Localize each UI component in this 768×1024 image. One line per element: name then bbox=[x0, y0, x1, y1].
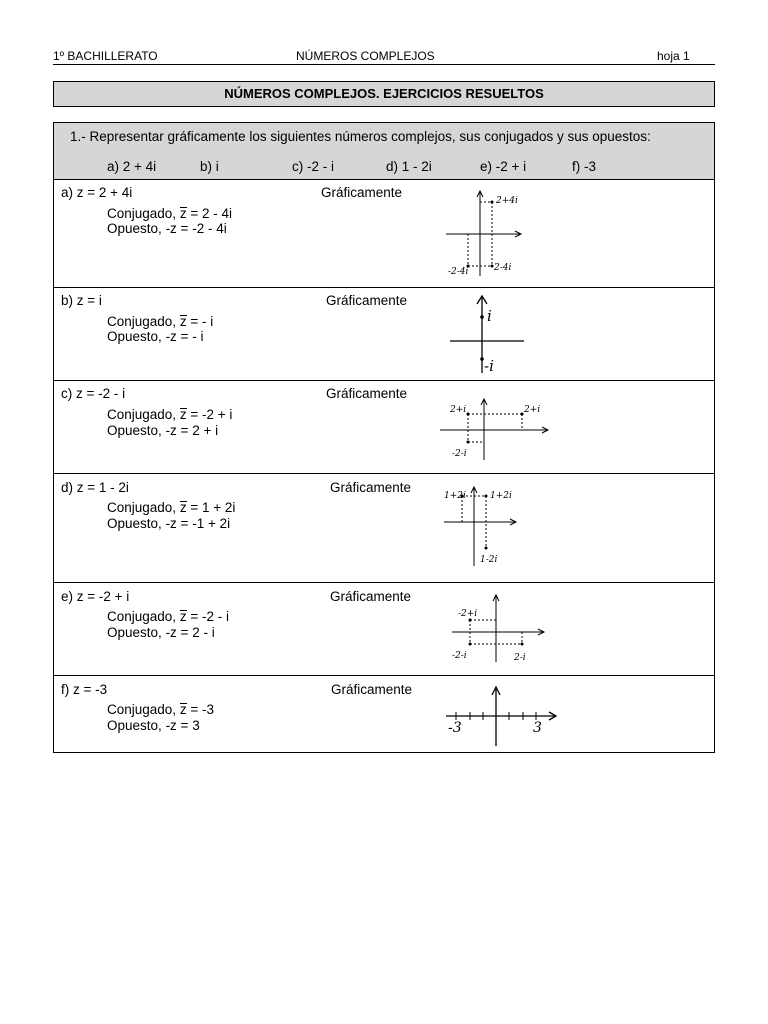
graph-label: 2+i bbox=[524, 405, 541, 415]
conjugate-symbol: z bbox=[179, 500, 187, 515]
graph-label: -2-i bbox=[452, 651, 467, 661]
header-right: hoja 1 bbox=[657, 49, 690, 63]
question-item: c) -2 - i bbox=[292, 159, 334, 174]
graph-label: -2-i bbox=[452, 449, 467, 459]
row-c-conjugate: Conjugado, z = -2 + i bbox=[107, 407, 233, 422]
row-a-z: a) z = 2 + 4i bbox=[61, 185, 133, 200]
row-divider bbox=[54, 582, 714, 583]
graph-label: 3 bbox=[533, 720, 542, 736]
row-c-graph bbox=[438, 398, 554, 464]
header-center: NÚMEROS COMPLEJOS bbox=[296, 49, 435, 63]
header-rule bbox=[53, 64, 715, 65]
conjugate-symbol: z bbox=[179, 206, 187, 221]
row-a-opposite: Opuesto, -z = -2 - 4i bbox=[107, 221, 227, 236]
row-d-conjugate: Conjugado, z = 1 + 2i bbox=[107, 500, 236, 515]
header-left: 1º BACHILLERATO bbox=[53, 49, 158, 63]
row-e-graph bbox=[448, 594, 548, 666]
row-divider bbox=[54, 380, 714, 381]
row-f-graph-label: Gráficamente bbox=[331, 682, 413, 697]
row-b-conjugate: Conjugado, z = - i bbox=[107, 314, 214, 329]
conjugate-symbol: z bbox=[179, 407, 187, 422]
row-b-z: b) z = i bbox=[61, 293, 102, 308]
row-f-graph bbox=[444, 684, 560, 748]
row-divider bbox=[54, 287, 714, 288]
graph-label: 2-4i bbox=[494, 263, 512, 273]
question-item: a) 2 + 4i bbox=[107, 159, 157, 174]
question-statement: 1.- Representar gráficamente los siguientes números complejos, sus conjugados y sus opuestos: bbox=[70, 129, 651, 144]
conjugate-symbol: z bbox=[179, 314, 187, 329]
graph-label: 2-i bbox=[514, 653, 526, 663]
question-item: e) -2 + i bbox=[480, 159, 527, 174]
conjugate-symbol: z bbox=[179, 609, 187, 624]
graph-label: -2-4i bbox=[448, 267, 469, 277]
graph-label: 2+i bbox=[450, 405, 467, 415]
graph-label: -i bbox=[484, 357, 494, 375]
row-a-conjugate: Conjugado, z = 2 - 4i bbox=[107, 206, 232, 221]
row-d-graph bbox=[440, 484, 522, 570]
row-d-graph-label: Gráficamente bbox=[330, 480, 412, 495]
question-item: f) -3 bbox=[572, 159, 597, 174]
row-d-z: d) z = 1 - 2i bbox=[61, 480, 129, 495]
graph-label: -2+i bbox=[458, 609, 478, 619]
row-a-graph-label: Gráficamente bbox=[321, 185, 403, 200]
row-e-graph-label: Gráficamente bbox=[330, 589, 412, 604]
conjugate-symbol: z bbox=[179, 702, 187, 717]
graph-label: -3 bbox=[448, 720, 462, 736]
page-title: NÚMEROS COMPLEJOS. EJERCICIOS RESUELTOS bbox=[53, 81, 715, 107]
row-divider bbox=[54, 675, 714, 676]
row-e-opposite: Opuesto, -z = 2 - i bbox=[107, 625, 215, 640]
row-b-graph bbox=[446, 293, 530, 377]
row-b-opposite: Opuesto, -z = - i bbox=[107, 329, 204, 344]
row-e-z: e) z = -2 + i bbox=[61, 589, 130, 604]
graph-label: 1+2i bbox=[490, 491, 512, 501]
row-f-opposite: Opuesto, -z = 3 bbox=[107, 718, 200, 733]
question-item: d) 1 - 2i bbox=[386, 159, 432, 174]
row-f-conjugate: Conjugado, z = -3 bbox=[107, 702, 214, 717]
row-c-opposite: Opuesto, -z = 2 + i bbox=[107, 423, 219, 438]
row-d-opposite: Opuesto, -z = -1 + 2i bbox=[107, 516, 231, 531]
graph-label: 1-2i bbox=[480, 555, 498, 565]
graph-label: i bbox=[487, 307, 492, 325]
row-e-conjugate: Conjugado, z = -2 - i bbox=[107, 609, 229, 624]
graph-label: 1+2i bbox=[444, 491, 466, 501]
question-item: b) i bbox=[200, 159, 219, 174]
row-f-z: f) z = -3 bbox=[61, 682, 108, 697]
row-c-z: c) z = -2 - i bbox=[61, 386, 126, 401]
row-divider bbox=[54, 473, 714, 474]
row-a-graph bbox=[440, 188, 530, 280]
row-b-graph-label: Gráficamente bbox=[326, 293, 408, 308]
row-c-graph-label: Gráficamente bbox=[326, 386, 408, 401]
graph-label: 2+4i bbox=[496, 196, 518, 206]
